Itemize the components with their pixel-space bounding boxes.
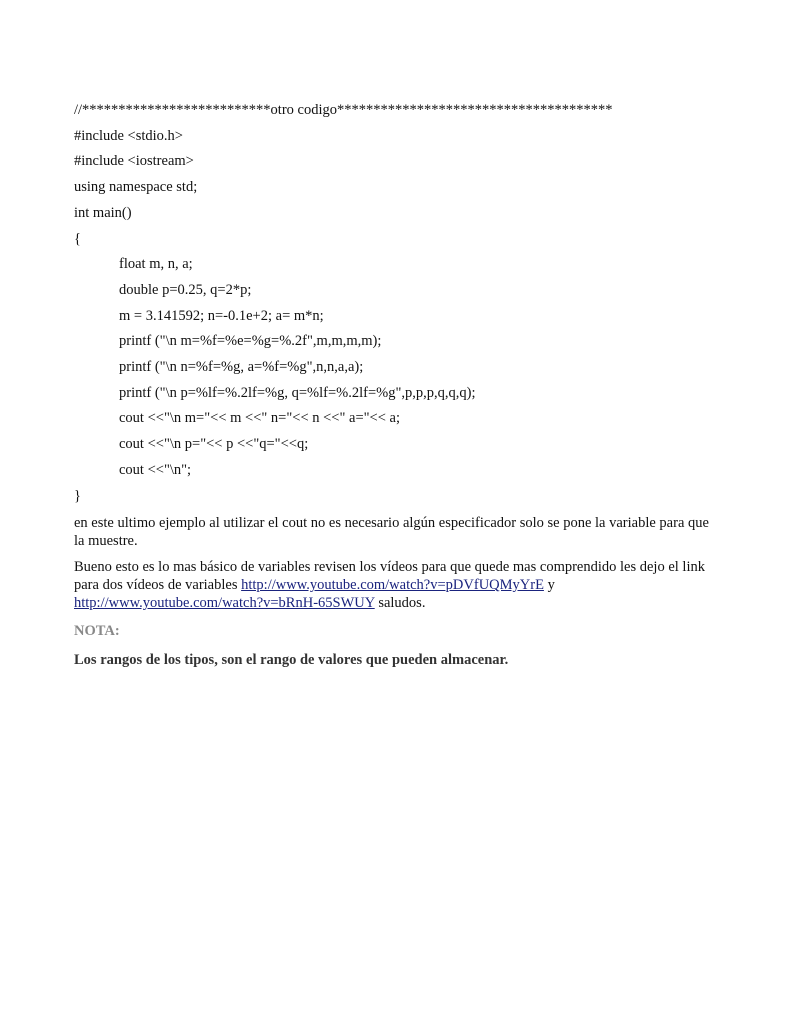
code-line: #include <stdio.h>: [74, 127, 183, 144]
code-line: {: [74, 230, 81, 247]
links-paragraph-closing: saludos.: [374, 595, 426, 612]
code-block: [74, 98, 714, 509]
code-line: printf ("\n n=%f=%g, a=%f=%g",n,n,a,a);: [119, 359, 364, 376]
code-line: m = 3.141592; n=-0.1e+2; a= m*n;: [119, 307, 324, 324]
code-line: cout <<"\n p="<< p <<"q="<<q;: [119, 436, 309, 453]
video-link-1[interactable]: http://www.youtube.com/watch?v=pDVfUQMyYrE: [241, 577, 544, 594]
code-line: float m, n, a;: [119, 256, 193, 273]
document-content: [74, 98, 714, 670]
code-line: using namespace std;: [74, 179, 198, 196]
code-line: }: [74, 487, 81, 504]
note-body: Los rangos de los tipos, son el rango de valores que pueden almacenar.: [74, 652, 509, 669]
links-paragraph-text: Bueno esto es lo mas básico de variables revisen los vídeos para que quede mas comprendido les dejo el link para dos vídeos de variables: [74, 559, 705, 594]
code-line: cout <<"\n m="<< m <<" n="<< n <<" a="<< a;: [119, 410, 401, 427]
links-paragraph-conjunction: y: [543, 577, 555, 594]
code-line: #include <iostream>: [74, 153, 194, 170]
code-line: printf ("\n m=%f=%e=%g=%.2f",m,m,m,m);: [119, 333, 382, 350]
explanation-paragraph: en este ultimo ejemplo al utilizar el cout no es necesario algún especificador solo se pone la variable para que la muestre.: [74, 515, 709, 550]
note-title: NOTA:: [74, 623, 120, 640]
code-line: //**************************otro codigo**************************************: [74, 102, 613, 118]
code-line: cout <<"\n";: [119, 461, 192, 478]
video-link-2[interactable]: http://www.youtube.com/watch?v=bRnH-65SWUY: [74, 595, 375, 612]
code-line: int main(): [74, 204, 132, 221]
code-line: printf ("\n p=%lf=%.2lf=%g, q=%lf=%.2lf=%g",p,p,p,q,q,q);: [119, 384, 476, 401]
links-paragraph: [74, 558, 714, 612]
code-line: double p=0.25, q=2*p;: [119, 281, 252, 298]
